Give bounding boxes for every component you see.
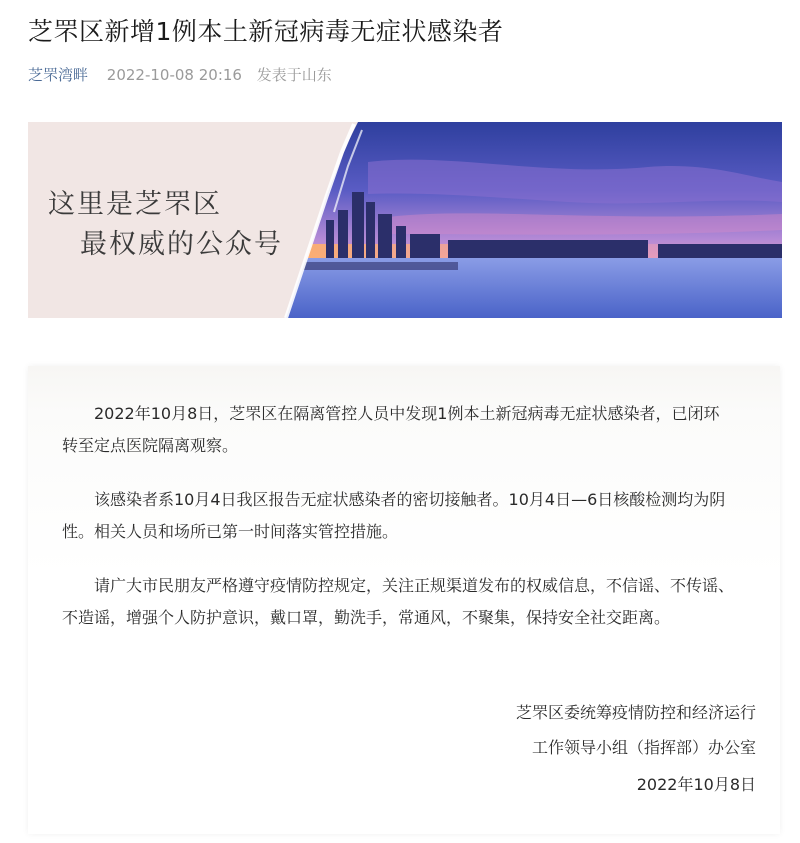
signature-organization-line2: 工作领导小组（指挥部）办公室 bbox=[531, 738, 756, 757]
notice-paragraph-1: 2022年10月8日，芝罘区在隔离管控人员中发现1例本土新冠病毒无症状感染者，已闭环转至定点医院隔离观察。 bbox=[62, 404, 720, 455]
article-meta bbox=[28, 64, 332, 85]
header-banner-image bbox=[28, 122, 782, 318]
notice-paragraph-2: 该感染者系10月4日我区报告无症状感染者的密切接触者。10月4日—6日核酸检测均为阴性。相关人员和场所已第一时间落实管控措施。 bbox=[62, 490, 726, 541]
signature-organization-line1: 芝罘区委统筹疫情防控和经济运行 bbox=[515, 703, 756, 722]
banner-slogan-line1: 这里是芝罘区 bbox=[48, 189, 222, 220]
article-title: 芝罘区新增1例本土新冠病毒无症状感染者 bbox=[28, 17, 504, 46]
signature-date: 2022年10月8日 bbox=[636, 775, 756, 794]
account-name-link[interactable]: 芝罘湾畔 bbox=[28, 66, 89, 84]
notice-paragraph-3: 请广大市民朋友严格遵守疫情防控规定，关注正规渠道发布的权威信息，不信谣、不传谣、不造谣，增强个人防护意识，戴口罩，勤洗手，常通风，不聚集，保持安全社交距离。 bbox=[62, 576, 735, 627]
publish-location: 发表于山东 bbox=[256, 66, 332, 84]
publish-datetime: 2022-10-08 20:16 bbox=[106, 66, 242, 84]
banner-slogan-line2: 最权威的公众号 bbox=[80, 229, 283, 260]
